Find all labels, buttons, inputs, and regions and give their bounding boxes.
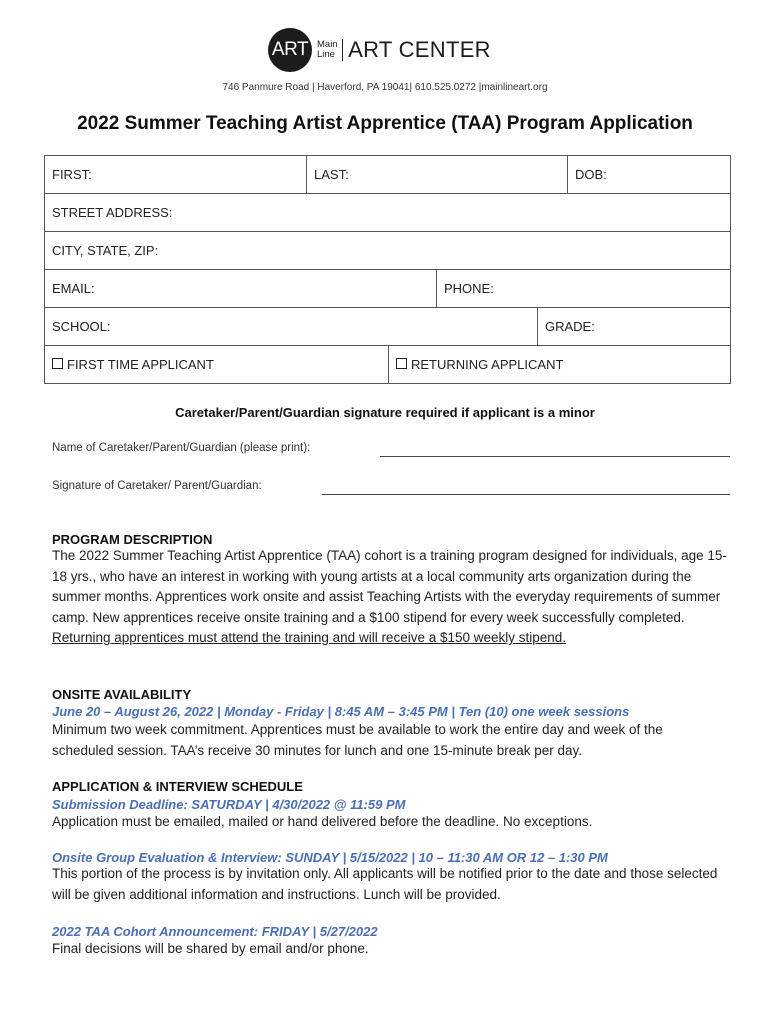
name-row (45, 156, 731, 194)
onsite-availability-title: ONSITE AVAILABILITY (52, 687, 192, 702)
guardian-name-label: Name of Caretaker/Parent/Guardian (please print): (52, 442, 311, 454)
announcement-text: Final decisions will be shared by email and/or phone. (52, 941, 369, 956)
signature-note: Caretaker/Parent/Guardian signature required if applicant is a minor (175, 405, 595, 420)
logo-mark: ART (268, 28, 312, 72)
grade-field[interactable] (537, 308, 730, 345)
logo (268, 28, 491, 72)
first-time-label: FIRST TIME APPLICANT (67, 357, 214, 372)
school-row-cell (45, 308, 731, 346)
email-field[interactable] (45, 270, 436, 307)
address-line: 746 Panmure Road | Haverford, PA 19041| 610.525.0272 |mainlineart.org (222, 82, 548, 93)
dob-field[interactable] (567, 156, 730, 193)
logo-small-line: Line (317, 49, 335, 60)
program-description-body: The 2022 Summer Teaching Artist Apprentice (TAA) cohort is a training program designed for individuals, age 15-18 yrs., who have an interest in working with young artists at a local community arts organization during the summer months. Apprentices work onsite and assist Teaching Artists with the everyday requirements of summer camp. New apprentices receive onsite training and a $100 stipend for every week successfully completed. (52, 548, 727, 625)
first-time-checkbox[interactable] (52, 358, 63, 369)
city-state-zip-field[interactable] (45, 232, 731, 270)
school-field[interactable] (45, 308, 537, 345)
submission-deadline: Submission Deadline: SATURDAY | 4/30/2022 @ 11:59 PM (52, 797, 406, 812)
applicant-type-row (45, 346, 731, 384)
guardian-name-line[interactable] (380, 456, 730, 457)
returning-checkbox[interactable] (396, 358, 407, 369)
email-label: EMAIL: (52, 281, 95, 296)
city-state-zip-label: CITY, STATE, ZIP: (52, 243, 159, 258)
street-address-field[interactable] (45, 194, 731, 232)
grade-label: GRADE: (545, 319, 595, 334)
street-address-label: STREET ADDRESS: (52, 205, 173, 220)
contact-row-cell (45, 270, 731, 308)
guardian-signature-line[interactable] (322, 494, 730, 495)
phone-field[interactable] (436, 270, 730, 307)
submission-deadline-text: Application must be emailed, mailed or hand delivered before the deadline. No exceptions. (52, 814, 593, 829)
street-row (45, 194, 731, 232)
last-name-label: LAST: (314, 167, 349, 182)
applicant-type-cell (45, 346, 731, 384)
schedule-title: APPLICATION & INTERVIEW SCHEDULE (52, 779, 303, 794)
first-time-option[interactable] (45, 346, 388, 383)
announcement-heading: 2022 TAA Cohort Announcement: FRIDAY | 5/27/2022 (52, 924, 378, 939)
page-title: 2022 Summer Teaching Artist Apprentice (TAA) Program Application (77, 113, 693, 134)
city-row (45, 232, 731, 270)
school-label: SCHOOL: (52, 319, 111, 334)
logo-divider (342, 39, 344, 61)
guardian-signature-label: Signature of Caretaker/ Parent/Guardian: (52, 480, 262, 492)
contact-row (45, 270, 731, 308)
onsite-dates: June 20 – August 26, 2022 | Monday - Friday | 8:45 AM – 3:45 PM | Ten (10) one week sessions (52, 704, 630, 719)
logo-small-main: Main (317, 39, 338, 50)
first-name-field[interactable] (45, 156, 306, 193)
dob-label: DOB: (575, 167, 607, 182)
onsite-text: Minimum two week commitment. Apprentices must be available to work the entire day and week of the scheduled session. TAA’s receive 30 minutes for lunch and one 15-minute break per day. (52, 722, 663, 758)
returning-label: RETURNING APPLICANT (411, 357, 564, 372)
program-description-text (52, 546, 728, 649)
interview-heading: Onsite Group Evaluation & Interview: SUNDAY | 5/15/2022 | 10 – 11:30 AM OR 12 – 1:30 PM (52, 850, 608, 865)
phone-label: PHONE: (444, 281, 494, 296)
returning-stipend-note: Returning apprentices must attend the training and will receive a $150 weekly stipend. (52, 630, 567, 645)
logo-small-text (317, 40, 338, 60)
school-row (45, 308, 731, 346)
logo-name: ART CENTER (348, 37, 491, 62)
program-description-title: PROGRAM DESCRIPTION (52, 532, 213, 547)
first-name-label: FIRST: (52, 167, 92, 182)
last-name-field[interactable] (306, 156, 567, 193)
returning-option[interactable] (388, 346, 730, 383)
interview-text: This portion of the process is by invitation only. All applicants will be notified prior to the date and those selected will be given additional information and instructions. Lunch will be provided. (52, 866, 718, 902)
name-row-cell (45, 156, 731, 194)
application-form-table (44, 155, 731, 384)
